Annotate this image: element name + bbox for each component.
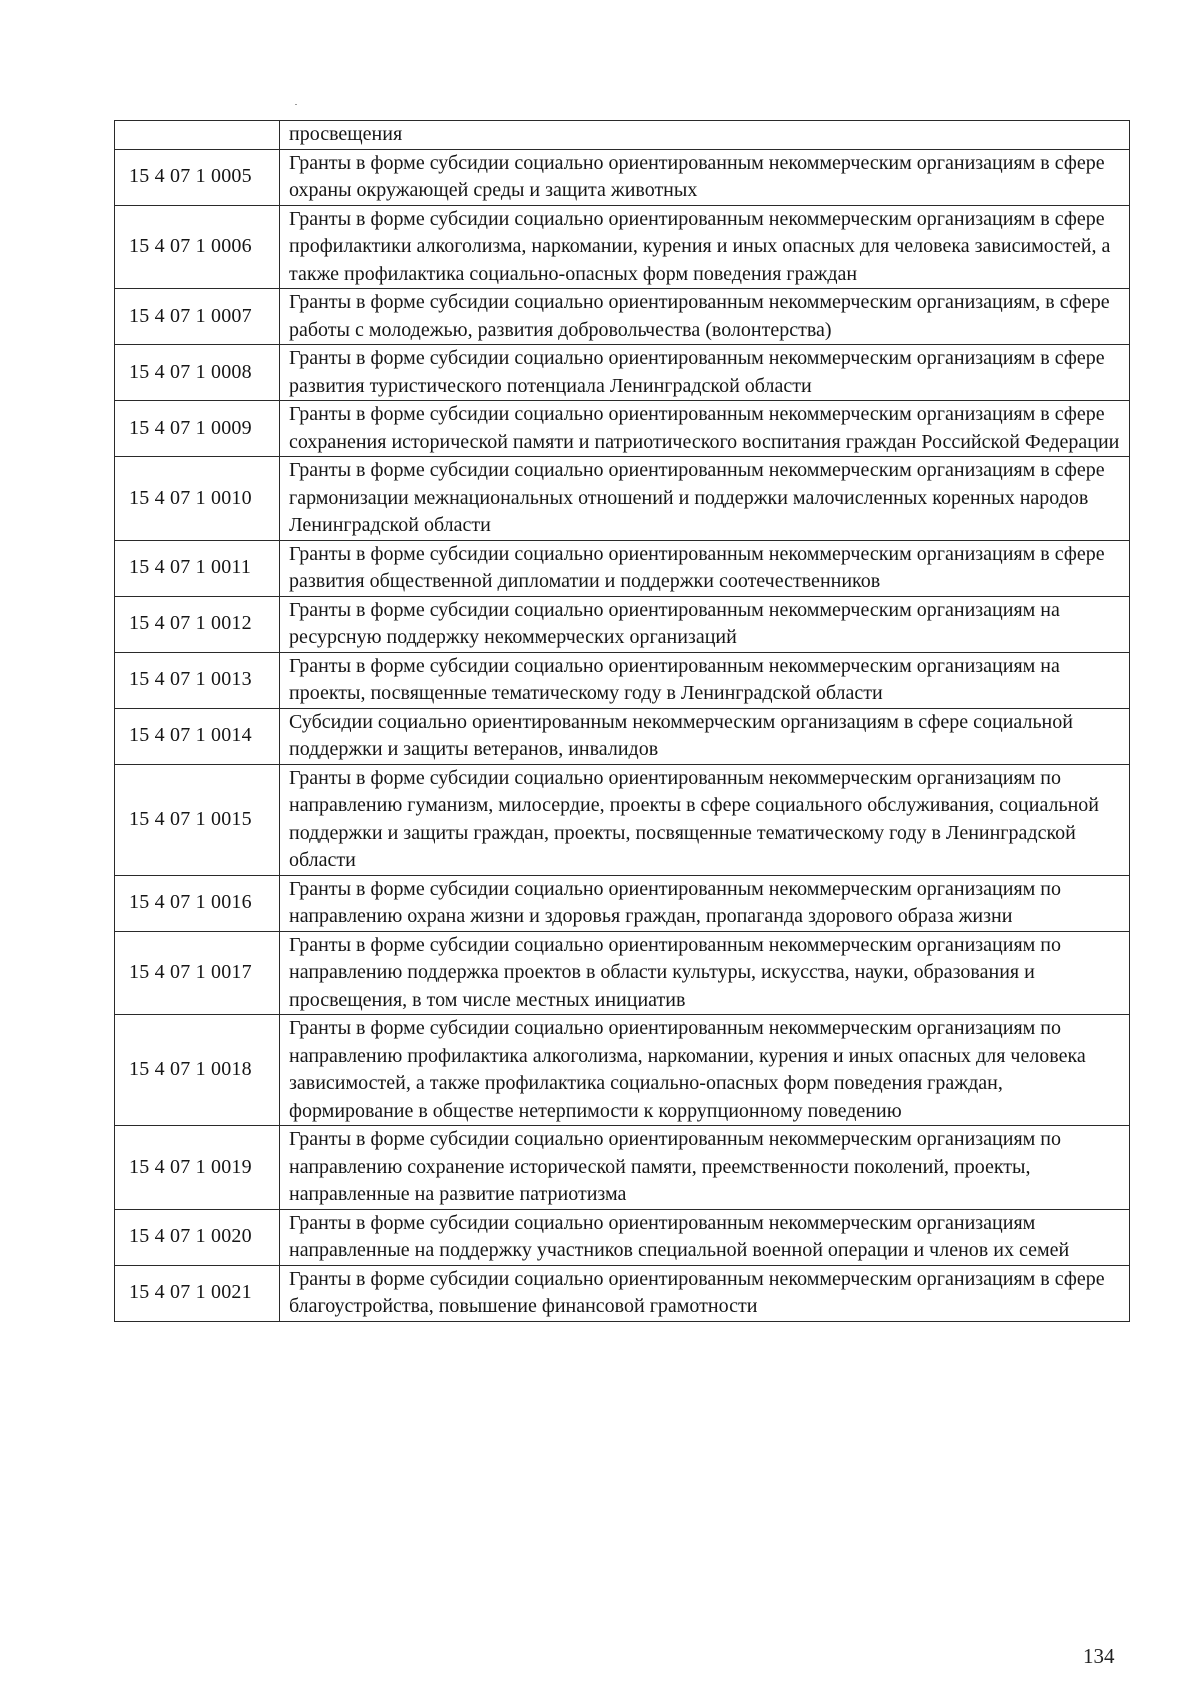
row-description: Гранты в форме субсидии социально ориентированным некоммерческим организациям, в сфере работы с молодежью, развития добровольчества (волонтерства) [280, 289, 1130, 345]
row-description: Гранты в форме субсидии социально ориентированным некоммерческим организациям по направлению профилактика алкоголизма, наркомании, курения и иных опасных для человека зависимостей, а также профилактика социально-опасных форм поведения граждан, формирование в обществе нетерпимости к коррупционному поведению [280, 1015, 1130, 1126]
row-code: 15 4 07 1 0019 [115, 1126, 280, 1210]
table-row [115, 1209, 1130, 1265]
row-code: 15 4 07 1 0017 [115, 931, 280, 1015]
row-code: 15 4 07 1 0021 [115, 1265, 280, 1321]
table-row [115, 121, 1130, 150]
row-code: 15 4 07 1 0014 [115, 708, 280, 764]
row-description: Гранты в форме субсидии социально ориентированным некоммерческим организациям в сфере благоустройства, повышение финансовой грамотности [280, 1265, 1130, 1321]
row-code: 15 4 07 1 0010 [115, 457, 280, 541]
budget-codes-table [114, 120, 1130, 1322]
table-row [115, 149, 1130, 205]
row-description: Гранты в форме субсидии социально ориентированным некоммерческим организациям по направлению сохранение исторической памяти, преемственности поколений, проекты, направленные на развитие патриотизма [280, 1126, 1130, 1210]
row-code: 15 4 07 1 0013 [115, 652, 280, 708]
row-code: 15 4 07 1 0015 [115, 764, 280, 875]
row-description: Гранты в форме субсидии социально ориентированным некоммерческим организациям в сфере развития общественной дипломатии и поддержки соотечественников [280, 540, 1130, 596]
scan-speck [295, 104, 297, 105]
table-row [115, 875, 1130, 931]
row-code: 15 4 07 1 0006 [115, 205, 280, 289]
row-code: 15 4 07 1 0007 [115, 289, 280, 345]
row-description: Гранты в форме субсидии социально ориентированным некоммерческим организациям в сфере сохранения исторической памяти и патриотического воспитания граждан Российской Федерации [280, 401, 1130, 457]
table-row [115, 708, 1130, 764]
table-row [115, 1015, 1130, 1126]
row-description: просвещения [280, 121, 1130, 150]
row-description: Гранты в форме субсидии социально ориентированным некоммерческим организациям по направлению гуманизм, милосердие, проекты в сфере социального обслуживания, социальной поддержки и защиты граждан, проекты, посвященные тематическому году в Ленинградской области [280, 764, 1130, 875]
table-row [115, 345, 1130, 401]
row-code: 15 4 07 1 0020 [115, 1209, 280, 1265]
row-code: 15 4 07 1 0008 [115, 345, 280, 401]
table-row [115, 1126, 1130, 1210]
row-description: Гранты в форме субсидии социально ориентированным некоммерческим организациям в сфере развития туристического потенциала Ленинградской области [280, 345, 1130, 401]
table-row [115, 764, 1130, 875]
table-row [115, 652, 1130, 708]
table-row [115, 1265, 1130, 1321]
row-code: 15 4 07 1 0009 [115, 401, 280, 457]
row-description: Гранты в форме субсидии социально ориентированным некоммерческим организациям направленные на поддержку участников специальной военной операции и членов их семей [280, 1209, 1130, 1265]
page-number: 134 [1083, 1644, 1115, 1668]
table-row [115, 457, 1130, 541]
table-row [115, 596, 1130, 652]
row-code: 15 4 07 1 0011 [115, 540, 280, 596]
row-description: Субсидии социально ориентированным некоммерческим организациям в сфере социальной поддержки и защиты ветеранов, инвалидов [280, 708, 1130, 764]
row-description: Гранты в форме субсидии социально ориентированным некоммерческим организациям по направлению поддержка проектов в области культуры, искусства, науки, образования и просвещения, в том числе местных инициатив [280, 931, 1130, 1015]
table-row [115, 205, 1130, 289]
table-row [115, 540, 1130, 596]
row-description: Гранты в форме субсидии социально ориентированным некоммерческим организациям в сфере гармонизации межнациональных отношений и поддержки малочисленных коренных народов Ленинградской области [280, 457, 1130, 541]
row-description: Гранты в форме субсидии социально ориентированным некоммерческим организациям в сфере охраны окружающей среды и защита животных [280, 149, 1130, 205]
row-code: 15 4 07 1 0018 [115, 1015, 280, 1126]
table-row [115, 289, 1130, 345]
table-row [115, 931, 1130, 1015]
row-description: Гранты в форме субсидии социально ориентированным некоммерческим организациям в сфере профилактики алкоголизма, наркомании, курения и иных опасных для человека зависимостей, а также профилактика социально-опасных форм поведения граждан [280, 205, 1130, 289]
row-description: Гранты в форме субсидии социально ориентированным некоммерческим организациям на проекты, посвященные тематическому году в Ленинградской области [280, 652, 1130, 708]
row-code: 15 4 07 1 0005 [115, 149, 280, 205]
table-row [115, 401, 1130, 457]
row-code: 15 4 07 1 0012 [115, 596, 280, 652]
table-body [115, 121, 1130, 1322]
row-code [115, 121, 280, 150]
row-code: 15 4 07 1 0016 [115, 875, 280, 931]
row-description: Гранты в форме субсидии социально ориентированным некоммерческим организациям по направлению охрана жизни и здоровья граждан, пропаганда здорового образа жизни [280, 875, 1130, 931]
row-description: Гранты в форме субсидии социально ориентированным некоммерческим организациям на ресурсную поддержку некоммерческих организаций [280, 596, 1130, 652]
